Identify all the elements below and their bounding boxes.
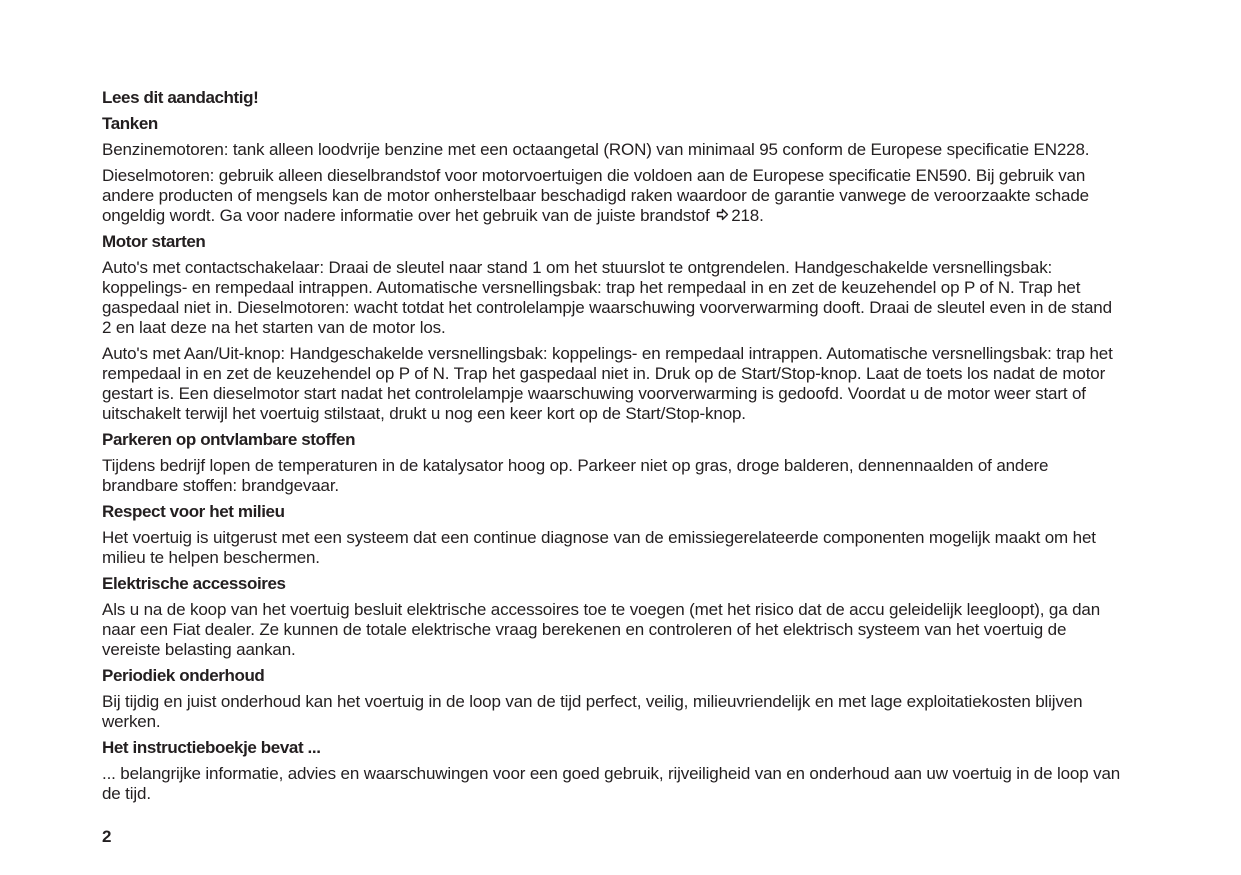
paragraph-onderhoud: Bij tijdig en juist onderhoud kan het voertuig in de loop van de tijd perfect, veilig, milieuvriendelijk en met lage exploitatiekosten blijven werken. [102,692,1083,731]
paragraph-instructieboekje: ... belangrijke informatie, advies en waarschuwingen voor een goed gebruik, rijveiligheid van en onderhoud aan uw voertuig in de loop van de tijd. [102,764,1121,803]
section-heading-tanken: Tanken [102,114,158,133]
page-reference-link[interactable]: 218. [731,206,764,225]
paragraph-accessoires: Als u na de koop van het voertuig besluit elektrische accessoires toe te voegen (met het risico dat de accu geleidelijk leegloopt), ga dan naar een Fiat dealer. Ze kunnen de totale elektrische vraag berekenen en controleren of het elektrisch systeem van het voertuig de vereiste belasting aankan. [102,600,1101,659]
section-heading-accessoires: Elektrische accessoires [102,574,286,593]
section-heading-instructieboekje: Het instructieboekje bevat ... [102,738,321,757]
paragraph-diesel [102,166,1122,226]
arrow-right-icon [716,206,729,226]
paragraph-milieu: Het voertuig is uitgerust met een systeem dat een continue diagnose van de emissiegerelateerde componenten mogelijk maakt om het milieu te helpen beschermen. [102,528,1096,567]
page-content [102,88,1122,810]
paragraph-contactschakelaar: Auto's met contactschakelaar: Draai de sleutel naar stand 1 om het stuurslot te ontgrendelen. Handgeschakelde versnellingsbak: koppelings- en rempedaal intrappen. Automatische versnellingsbak: trap het rempedaal in en zet de keuzehendel op P of N. Trap het gaspedaal niet in. Dieselmotoren: wacht totdat het controlelampje waarschuwing voorverwarming dooft. Draai de sleutel even in de stand 2 en laat deze na het starten van de motor los. [102,258,1112,337]
paragraph-benzine: Benzinemotoren: tank alleen loodvrije benzine met een octaangetal (RON) van minimaal 95 conform de Europese specificatie EN228. [102,140,1090,159]
section-heading-milieu: Respect voor het milieu [102,502,285,521]
paragraph-diesel-text: Dieselmotoren: gebruik alleen dieselbrandstof voor motorvoertuigen die voldoen aan de Europese specificatie EN590. Bij gebruik van andere producten of mengsels kan de motor onherstelbaar beschadigd raken waardoor de garantie vanwege de veroorzaakte schade ongeldig wordt. Ga voor nadere informatie over het gebruik van de juiste brandstof [102,166,1089,225]
section-heading-parkeren: Parkeren op ontvlambare stoffen [102,430,356,449]
intro-heading: Lees dit aandachtig! [102,88,259,107]
section-heading-motor-starten: Motor starten [102,232,206,251]
paragraph-aan-uit-knop: Auto's met Aan/Uit-knop: Handgeschakelde versnellingsbak: koppelings- en rempedaal intrappen. Automatische versnellingsbak: trap het rempedaal in en zet de keuzehendel op P of N. Trap het gaspedaal niet in. Druk op de Start/Stop-knop. Laat de toets los nadat de motor gestart is. Een dieselmotor start nadat het controlelampje waarschuwing voorverwarming is gedoofd. Voordat u de motor weer start of uitschakelt terwijl het voertuig stilstaat, drukt u nog een keer kort op de Start/Stop-knop. [102,344,1113,423]
paragraph-parkeren: Tijdens bedrijf lopen de temperaturen in de katalysator hoog op. Parkeer niet op gras, droge balderen, dennennaalden of andere brandbare stoffen: brandgevaar. [102,456,1049,495]
page-number: 2 [102,827,112,846]
section-heading-onderhoud: Periodiek onderhoud [102,666,265,685]
